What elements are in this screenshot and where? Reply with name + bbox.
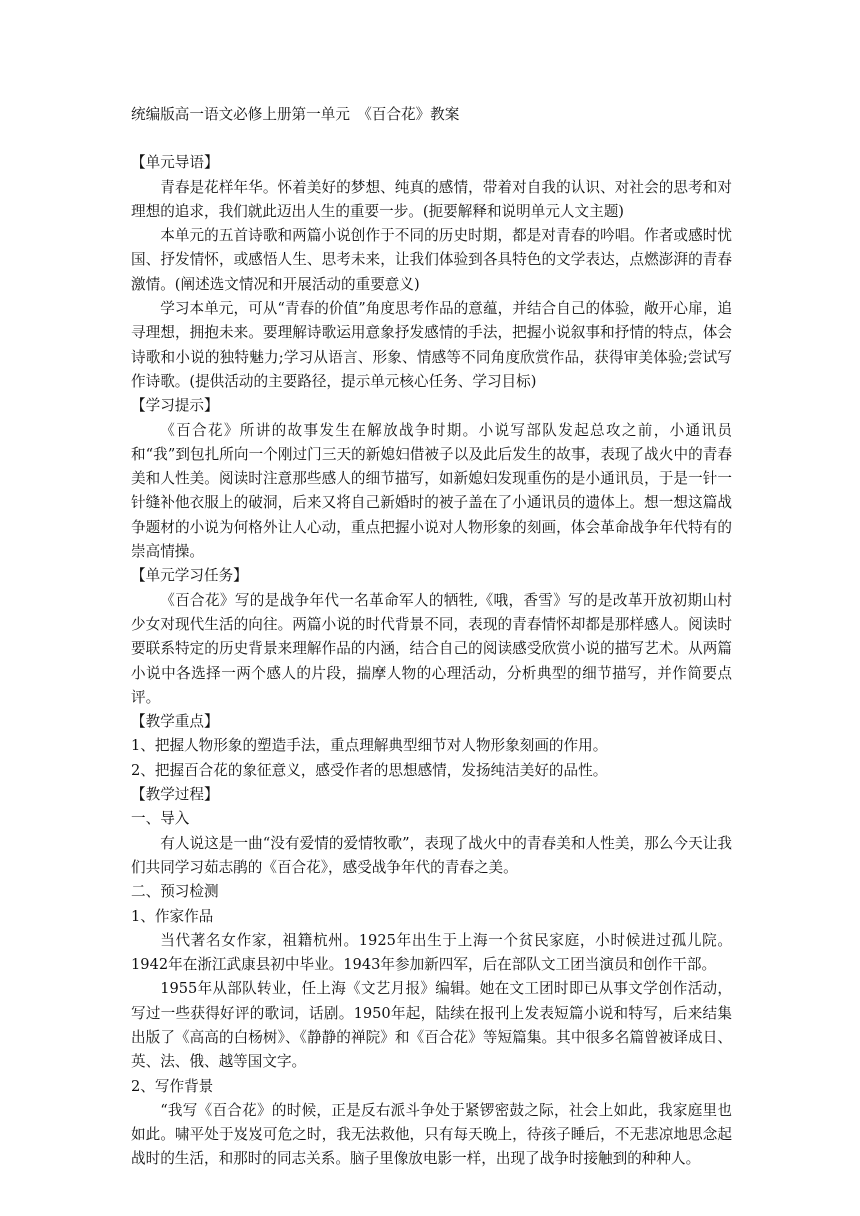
paragraph: 青春是花样年华。怀着美好的梦想、纯真的感情，带着对自我的认识、对社会的思考和对理想的追求，我们就此迈出人生的重要一步。(扼要解释和说明单元人文主题)	[131, 178, 732, 220]
text-line: 1、作家作品	[131, 907, 214, 925]
text-line: 二、预习检测	[131, 883, 219, 901]
paragraph: “我写《百合花》的时候，正是反右派斗争处于紧锣密鼓之际，社会上如此，我家庭里也如此。啸平处于岌岌可危之时，我无法救他，只有每天晚上，待孩子睡后，不无悲凉地思念起战时的生活，和那时的同志关系。脑子里像放电影一样，出现了战争时接触到的种种人。	[131, 1101, 732, 1168]
document-page	[131, 103, 732, 1172]
text-line: 2、把握百合花的象征意义，感受作者的思想感情，发扬纯洁美好的品性。	[131, 761, 608, 779]
paragraph: 本单元的五首诗歌和两篇小说创作于不同的历史时期，都是对青春的吟唱。作者或感时忧国、抒发情怀，或感悟人生、思考未来，让我们体验到各具特色的文学表达，点燃澎湃的青春激情。(阐述选文情况和开展活动的重要意义)	[131, 227, 732, 293]
section-heading: 【教学过程】	[131, 786, 219, 804]
section-heading: 【单元导语】	[131, 154, 219, 172]
section-heading: 【单元学习任务】	[131, 567, 248, 585]
paragraph: 学习本单元，可从“青春的价值”角度思考作品的意蕴，并结合自己的体验，敞开心扉，追寻理想，拥抱未来。要理解诗歌运用意象抒发感情的手法，把握小说叙事和抒情的特点，体会诗歌和小说的独特魅力;学习从语言、形象、情感等不同角度欣赏作品，获得审美体验;尝试写作诗歌。(提供活动的主要路径，提示单元核心任务、学习目标)	[131, 300, 732, 390]
text-line: 2、写作背景	[131, 1077, 214, 1095]
paragraph: 《百合花》写的是战争年代一名革命军人的牺牲,《哦，香雪》写的是改革开放初期山村少女对现代生活的向往。两篇小说的时代背景不同，表现的青春情怀却都是那样感人。阅读时要联系特定的历史背景来理解作品的内涵，结合自己的阅读感受欣赏小说的描写艺术。从两篇小说中各选择一两个感人的片段，揣摩人物的心理活动，分析典型的细节描写，并作简要点评。	[131, 591, 732, 706]
paragraph: 《百合花》所讲的故事发生在解放战争时期。小说写部队发起总攻之前，小通讯员和“我”到包扎所向一个刚过门三天的新媳妇借被子以及此后发生的故事，表现了战火中的青春美和人性美。阅读时注意那些感人的细节描写，如新媳妇发现重伤的是小通讯员，于是一针一针缝补他衣服上的破洞，后来又将自己新婚时的被子盖在了小通讯员的遗体上。想一想这篇战争题材的小说为何格外让人心动，重点把握小说对人物形象的刻画，体会革命战争年代特有的崇高情操。	[131, 421, 732, 561]
section-heading: 【教学重点】	[131, 713, 219, 731]
paragraph: 有人说这是一曲“没有爱情的爱情牧歌”，表现了战火中的青春美和人性美，那么今天让我们共同学习茹志鹃的《百合花》，感受战争年代的青春之美。	[131, 834, 732, 876]
paragraph: 当代著名女作家，祖籍杭州。1925年出生于上海一个贫民家庭，小时候进过孤儿院。1942年在浙江武康县初中毕业。1943年参加新四军，后在部队文工团当演员和创作干部。	[131, 931, 732, 974]
document-body	[131, 151, 732, 1171]
paragraph: 1955年从部队转业，任上海《文艺月报》编辑。她在文工团时即已从事文学创作活动，写过一些获得好评的歌词，话剧。1950年起，陆续在报刊上发表短篇小说和特写，后来结集出版了《高高的白杨树》、《静静的禅院》和《百合花》等短篇集。其中很多名篇曾被译成日、英、法、俄、越等国文字。	[131, 980, 732, 1071]
section-heading: 【学习提示】	[131, 397, 219, 415]
text-line: 一、导入	[131, 810, 190, 828]
document-title: 统编版高一语文必修上册第一单元 《百合花》教案	[131, 106, 460, 123]
text-line: 1、把握人物形象的塑造手法，重点理解典型细节对人物形象刻画的作用。	[131, 737, 608, 755]
